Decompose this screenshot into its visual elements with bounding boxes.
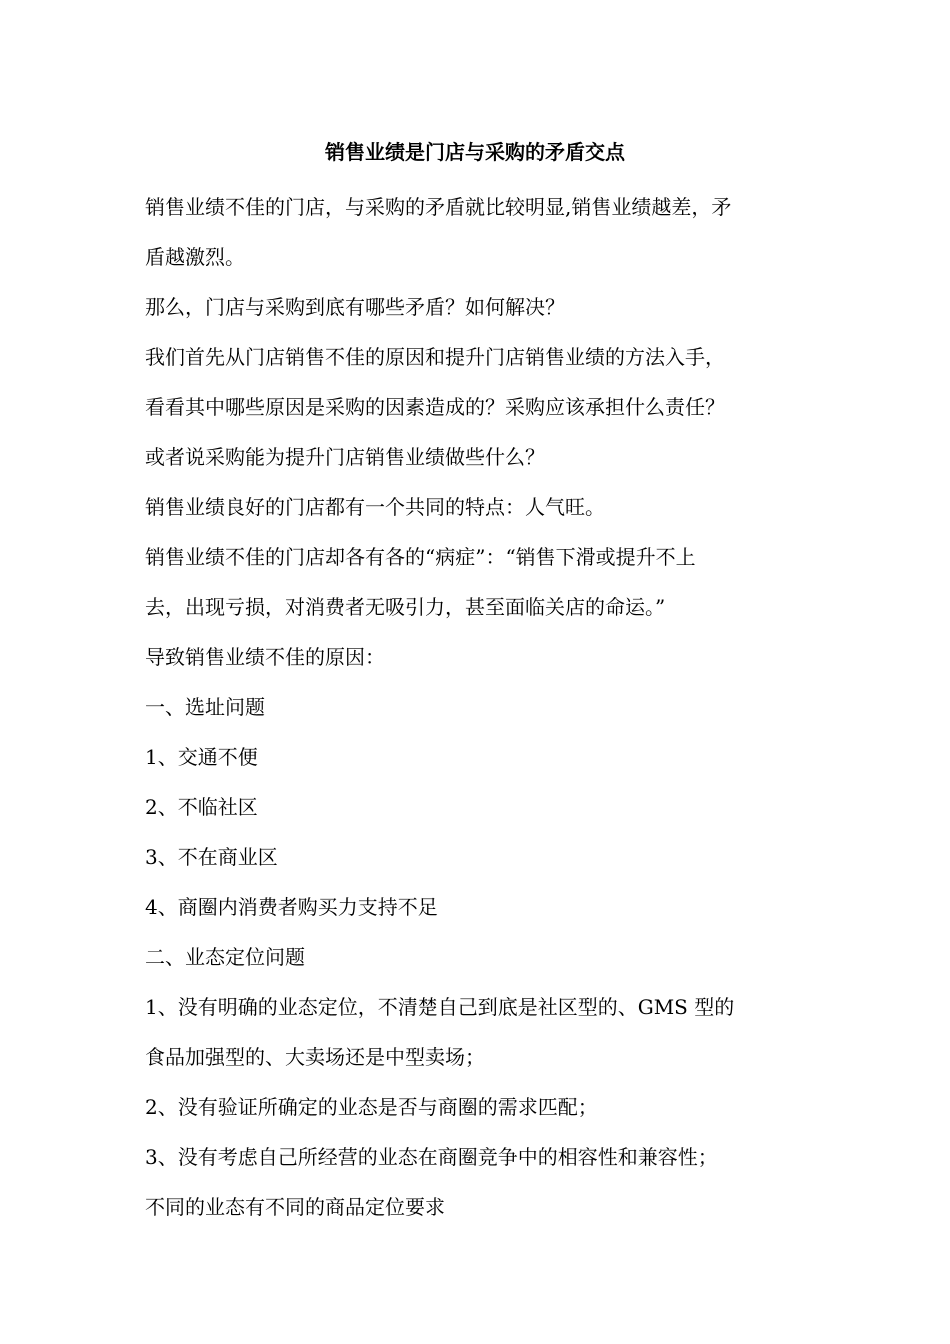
section-heading: 二、业态定位问题 xyxy=(145,945,305,969)
text-line: 看看其中哪些原因是采购的因素造成的？采购应该承担什么责任？ xyxy=(145,395,725,419)
text-line: 不同的业态有不同的商品定位要求 xyxy=(145,1195,445,1219)
text-line: 销售业绩不佳的门店却各有各的“病症”：“销售下滑或提升不上 xyxy=(145,545,696,569)
text-line: 那么，门店与采购到底有哪些矛盾？如何解决？ xyxy=(145,295,565,319)
section-heading: 一、选址问题 xyxy=(145,695,265,719)
text-line: 或者说采购能为提升门店销售业绩做些什么？ xyxy=(145,445,545,469)
list-item: 1、没有明确的业态定位，不清楚自己到底是社区型的、GMS 型的 xyxy=(145,995,735,1019)
document-body xyxy=(145,182,810,1232)
text-line: 导致销售业绩不佳的原因： xyxy=(145,645,385,669)
text-line: 我们首先从门店销售不佳的原因和提升门店销售业绩的方法入手， xyxy=(145,345,725,369)
list-item: 1、交通不便 xyxy=(145,745,258,769)
document-title: 销售业绩是门店与采购的矛盾交点 xyxy=(325,140,625,164)
text-line: 去，出现亏损，对消费者无吸引力，甚至面临关店的命运。” xyxy=(145,595,666,619)
list-item: 4、商圈内消费者购买力支持不足 xyxy=(145,895,438,919)
list-item: 2、不临社区 xyxy=(145,795,258,819)
text-line: 销售业绩良好的门店都有一个共同的特点：人气旺。 xyxy=(145,495,605,519)
list-item: 2、没有验证所确定的业态是否与商圈的需求匹配； xyxy=(145,1095,598,1119)
list-item: 3、不在商业区 xyxy=(145,845,278,869)
list-item: 3、没有考虑自己所经营的业态在商圈竞争中的相容性和兼容性； xyxy=(145,1145,718,1169)
text-line: 盾越激烈。 xyxy=(145,245,245,269)
list-item-continuation: 食品加强型的、大卖场还是中型卖场； xyxy=(145,1045,485,1069)
text-line: 销售业绩不佳的门店，与采购的矛盾就比较明显,销售业绩越差，矛 xyxy=(145,195,732,219)
